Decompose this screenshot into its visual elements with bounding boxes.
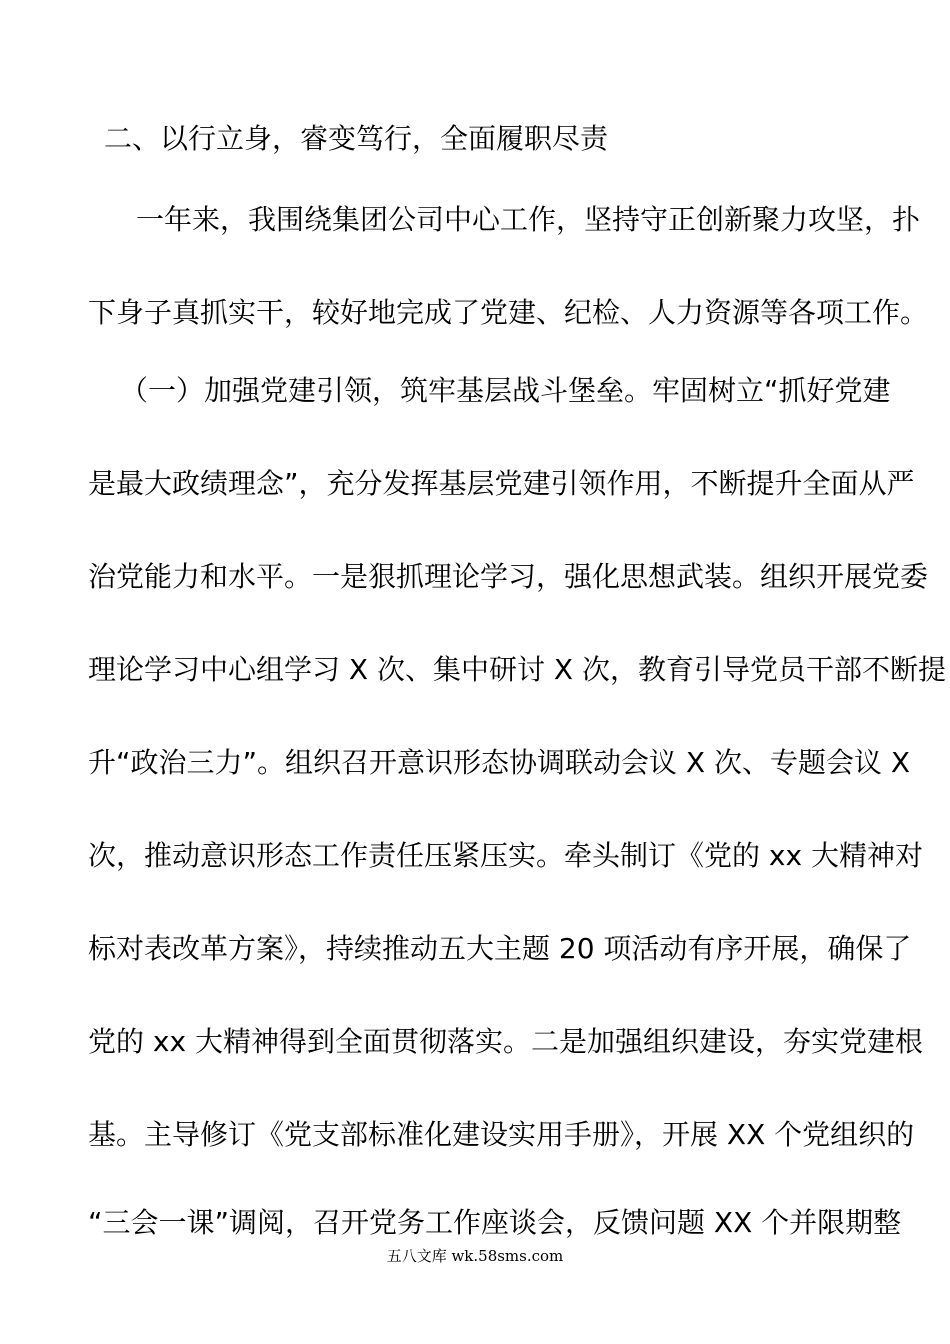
- paragraph-line: 下身子真抓实干，较好地完成了党建、纪检、人力资源等各项工作。: [88, 296, 929, 329]
- paragraph-line: 基。主导修订《党支部标准化建设实用手册》，开展 XX 个党组织的: [88, 1118, 915, 1151]
- paragraph-line: 升“政治三力”。组织召开意识形态协调联动会议 X 次、专题会议 X: [88, 746, 911, 779]
- paragraph-line: 一年来，我围绕集团公司中心工作，坚持守正创新聚力攻坚，扑: [136, 203, 921, 236]
- paragraph-line: 理论学习中心组学习 X 次、集中研讨 X 次，教育引导党员干部不断提: [88, 653, 946, 686]
- paragraph-line: 是最大政绩理念”，充分发挥基层党建引领作用，不断提升全面从严: [88, 467, 915, 500]
- section-heading: 二、以行立身，睿变笃行，全面履职尽责: [104, 122, 609, 155]
- paragraph-line: 党的 xx 大精神得到全面贯彻落实。二是加强组织建设，夯实党建根: [88, 1025, 923, 1058]
- paragraph-line: “三会一课”调阅，召开党务工作座谈会，反馈问题 XX 个并限期整: [88, 1206, 902, 1239]
- paragraph-line: 次，推动意识形态工作责任压紧压实。牵头制订《党的 xx 大精神对: [88, 839, 923, 872]
- paragraph-line: 治党能力和水平。一是狠抓理论学习，强化思想武装。组织开展党委: [88, 560, 929, 593]
- paragraph-line: 标对表改革方案》，持续推动五大主题 20 项活动有序开展，确保了: [88, 932, 912, 965]
- paragraph-line: （一）加强党建引领，筑牢基层战斗堡垒。牢固树立“抓好党建: [120, 374, 891, 407]
- footer-watermark: 五八文库 wk.58sms.com: [386, 1247, 564, 1265]
